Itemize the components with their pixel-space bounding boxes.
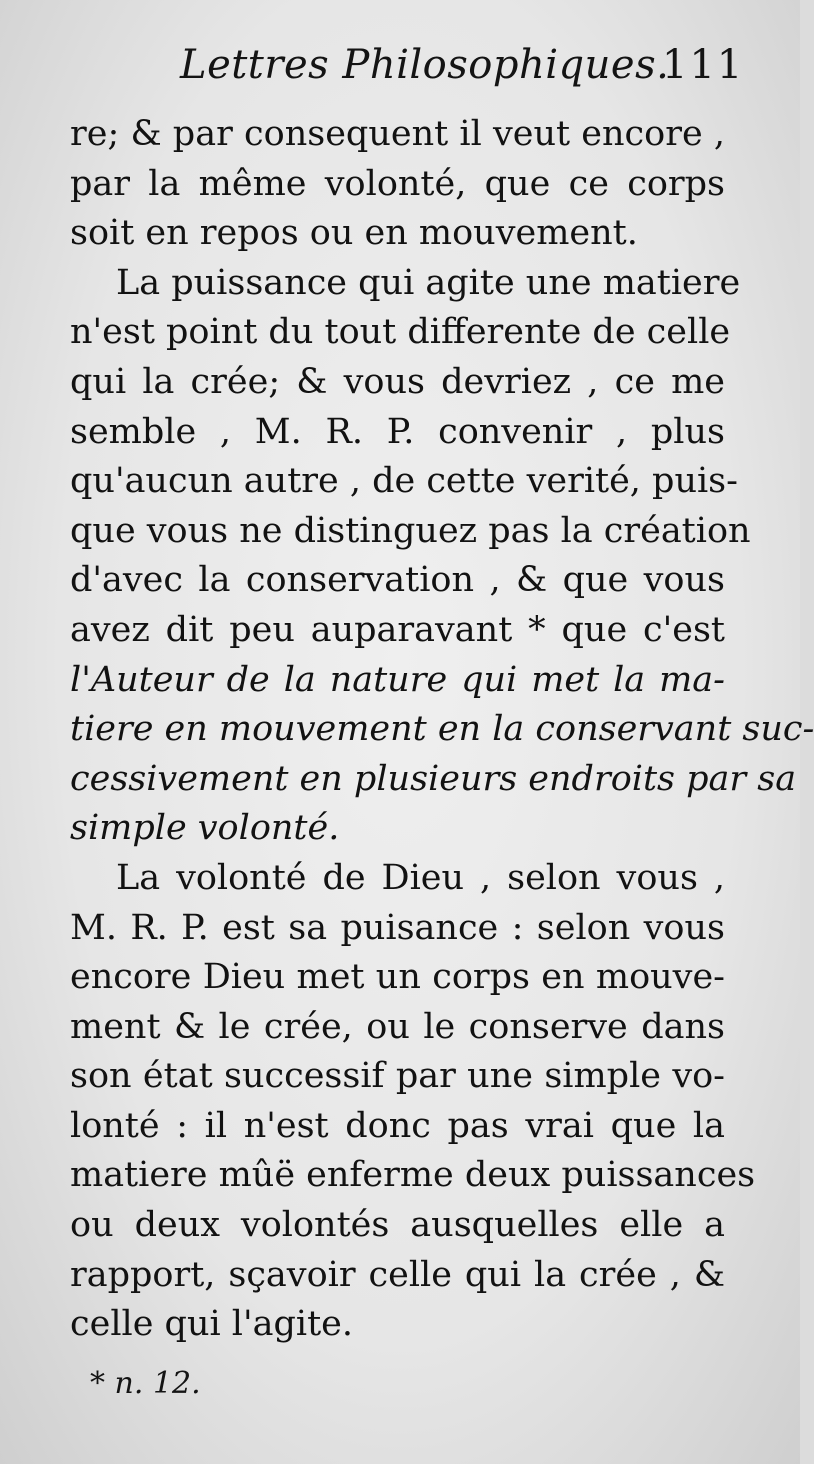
text-line: n'est point du tout differente de celle <box>70 312 731 353</box>
page-header <box>0 42 800 102</box>
running-title: Lettres Philosophiques. <box>180 42 670 88</box>
text-line: ou deux volontés ausquelles elle a <box>70 1205 725 1246</box>
page-number: 111 <box>662 42 745 88</box>
footnote-text: n. 12. <box>114 1366 201 1401</box>
text-line: son état successif par une simple vo- <box>70 1056 725 1097</box>
quotation-line: simple volonté. <box>70 808 340 849</box>
text-line: celle qui l'agite. <box>70 1304 353 1345</box>
text-line: qui la crée; & vous devriez , ce me <box>70 361 725 402</box>
text-line: rapport, sçavoir celle qui la crée , & <box>70 1254 725 1295</box>
text-line: d'avec la conservation , & que vous <box>70 560 725 601</box>
text-line: matiere mûë enferme deux puissances <box>70 1155 756 1196</box>
footnote-marker: * <box>90 1366 105 1401</box>
quotation-line: cessivement en plusieurs endroits par sa <box>70 758 797 799</box>
text-line: M. R. P. est sa puisance : selon vous <box>70 907 725 948</box>
body-text <box>70 110 814 1350</box>
footnote <box>90 1366 201 1401</box>
text-line: La puissance qui agite une matiere <box>116 262 741 303</box>
text-line: semble , M. R. P. convenir , plus <box>70 411 725 452</box>
text-line: La volonté de Dieu , selon vous , <box>116 857 725 898</box>
quotation-line: tiere en mouvement en la conservant suc- <box>70 709 814 750</box>
text-line: qu'aucun autre , de cette verité, puis- <box>70 461 738 502</box>
text-line: encore Dieu met un corps en mouve- <box>70 957 725 998</box>
text-line: que vous ne distinguez pas la création <box>70 510 751 551</box>
text-line: re; & par consequent il veut encore , <box>70 114 725 154</box>
text-line: ment & le crée, ou le conserve dans <box>70 1006 725 1047</box>
text-line: soit en repos ou en mouvement. <box>70 213 638 254</box>
quotation-line: l'Auteur de la nature qui met la ma- <box>70 659 725 700</box>
text-line: par la même volonté, que ce corps <box>70 163 725 204</box>
text-line: lonté : il n'est donc pas vrai que la <box>70 1105 725 1146</box>
text-line: avez dit peu auparavant * que c'est <box>70 609 725 650</box>
